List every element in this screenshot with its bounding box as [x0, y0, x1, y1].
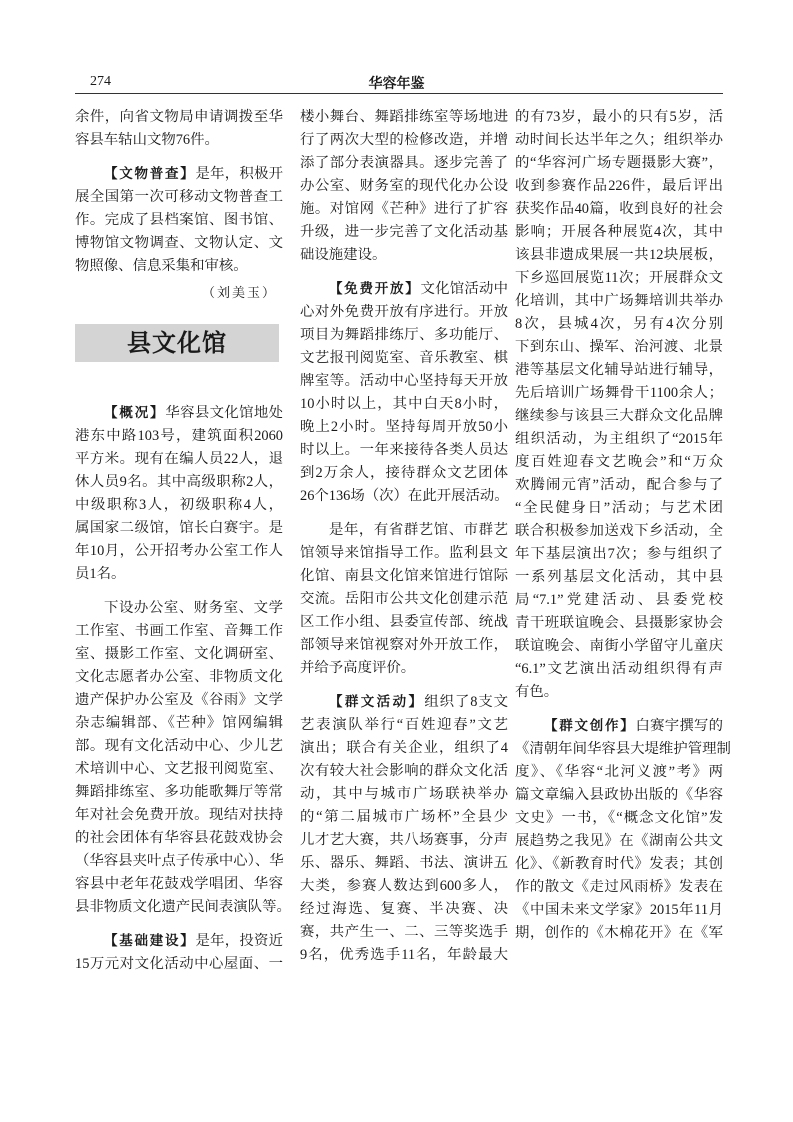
line-text: 一系列基层文化活动，其中县 — [515, 569, 723, 585]
line-text: 26个136场（次）在此开展活动。 — [300, 488, 509, 504]
line-text: 联合积极参加送戏下乡活动，全 — [515, 523, 723, 539]
text-line — [515, 198, 723, 221]
text-line — [300, 944, 508, 967]
text-line — [515, 451, 723, 474]
text-line — [75, 896, 291, 919]
text-line — [300, 175, 508, 198]
line-text: 牌室等。活动中心坚持每天开放 — [300, 373, 508, 389]
text-line — [515, 658, 723, 681]
line-text: 展全国第一次可移动文物普查工 — [75, 189, 283, 205]
text-line — [300, 760, 508, 783]
text-line — [75, 666, 283, 689]
line-text: 文艺报刊阅览室、音乐教室、棋 — [300, 350, 508, 366]
text-line — [300, 393, 508, 416]
line-text: 心对外免费开放有序进行。开放 — [300, 304, 508, 320]
text-line — [300, 129, 508, 152]
text-line — [300, 278, 508, 301]
line-text: 工作室、书画工作室、音舞工作 — [75, 623, 283, 639]
text-line — [300, 588, 508, 611]
text-line — [75, 873, 283, 896]
line-text: 础设施建设。 — [300, 247, 387, 263]
line-text: 文史》一书，《“概念文化馆”发 — [515, 810, 723, 826]
line-text: 欢腾闹元宵”活动，配合参与了 — [515, 477, 723, 493]
text-line — [515, 681, 723, 704]
line-text: 动时间长达半年之久；组织举办 — [515, 132, 723, 148]
text-line — [75, 563, 283, 586]
line-text: 港东中路103号，建筑面积2060 — [75, 428, 283, 444]
line-text: 年对社会免费开放。现结对扶持 — [75, 807, 283, 823]
line-text: 物照像、信息采集和审核。 — [75, 258, 248, 274]
text-line — [300, 634, 508, 657]
line-text: 组织了8支文 — [424, 694, 508, 710]
text-line — [300, 416, 508, 439]
text-line — [515, 382, 723, 405]
text-line — [515, 922, 723, 945]
text-line — [515, 520, 723, 543]
text-line — [300, 519, 508, 542]
text-line — [300, 875, 508, 898]
line-text: 儿才艺大赛，共八场赛事，分声 — [300, 832, 508, 848]
line-text: 施。对馆网《芒种》进行了扩容 — [300, 201, 508, 217]
line-text: 馆领导来馆指导工作。监利县文 — [300, 545, 508, 561]
line-text: 区工作小组、县委宣传部、统战 — [300, 614, 508, 630]
text-line — [515, 715, 723, 738]
line-text: 收到参赛作品226件，最后评出 — [515, 178, 723, 194]
text-line — [300, 244, 508, 267]
line-text: 平方米。现有在编人员22人，退 — [75, 451, 283, 467]
text-line — [75, 494, 283, 517]
text-line — [300, 714, 508, 737]
text-line — [75, 517, 283, 540]
line-text: 经过海选、复赛、半决赛、决 — [300, 901, 508, 917]
line-text: 演出；联合有关企业，组织了4 — [300, 740, 508, 756]
line-text: 的有73岁，最小的只有5岁，活 — [515, 109, 723, 125]
text-line — [75, 804, 283, 827]
text-line — [515, 152, 723, 175]
line-text: 8次，县城4次，另有4次分别 — [515, 316, 723, 332]
text-line — [515, 566, 723, 589]
line-text: 大类，参赛人数达到600多人， — [300, 878, 508, 894]
text-line — [515, 612, 723, 635]
text-line — [75, 540, 283, 563]
line-text: 舞蹈排练室、多功能歌舞厅等常 — [75, 784, 283, 800]
line-text: 赛，共产生一、二、三等奖选手 — [300, 924, 508, 940]
line-text: 组织活动，为主组织了“2015年 — [515, 431, 723, 447]
text-line — [75, 597, 283, 620]
text-line — [515, 543, 723, 566]
line-text: 办公室、财务室的现代化办公设 — [300, 178, 508, 194]
line-text: 《清朝年间华容县大堤维护管理制 — [515, 741, 731, 757]
line-text: 港等基层文化辅导站进行辅导， — [515, 362, 723, 378]
line-text: 的社会团体有华容县花鼓戏协会 — [75, 830, 283, 846]
line-text: 作。完成了县档案馆、图书馆、 — [75, 212, 283, 228]
text-line — [300, 347, 508, 370]
paragraph-heading: 【基础建设】 — [104, 933, 196, 949]
text-line — [300, 198, 508, 221]
line-text: 的“第二届城市广场杯”全县少 — [300, 809, 508, 825]
line-text: 时以上。一年来接待各类人员达 — [300, 442, 508, 458]
text-line — [515, 876, 723, 899]
line-text: 余件，向省文物局申请调拨至华 — [75, 109, 283, 125]
text-line — [300, 611, 508, 634]
text-line — [515, 761, 723, 784]
text-line — [515, 244, 723, 267]
paragraph-heading: 【概况】 — [104, 405, 166, 421]
text-column-1 — [75, 106, 291, 976]
line-text: 该县非遗成果展一共12块展板， — [515, 247, 723, 263]
text-line — [515, 129, 723, 152]
line-text: 文化馆活动中 — [420, 281, 508, 297]
text-line — [75, 781, 283, 804]
text-line — [300, 485, 508, 508]
line-text: 并给予高度评价。 — [300, 660, 416, 676]
text-line — [75, 106, 283, 129]
paragraph — [75, 402, 283, 586]
text-line — [300, 783, 508, 806]
line-text: 篇文章编入县政协出版的《华容 — [515, 787, 723, 803]
text-line — [300, 852, 508, 875]
line-text: 休人员9名。其中高级职称2人， — [75, 474, 283, 490]
line-text: 是年，积极开 — [195, 166, 283, 182]
line-text: 县非物质文化遗产民间表演队等。 — [75, 899, 291, 915]
text-line — [515, 474, 723, 497]
paragraph — [300, 691, 508, 967]
line-text: 期，创作的《木棉花开》在《军 — [515, 925, 723, 941]
line-text: 的“华容河广场专题摄影大赛”， — [515, 155, 723, 171]
text-line — [75, 643, 283, 666]
line-text: 获奖作品40篇，收到良好的社会 — [515, 201, 723, 217]
line-text: 下设办公室、财务室、文学 — [104, 600, 283, 616]
text-line — [75, 255, 283, 278]
text-line — [75, 163, 283, 186]
text-line — [515, 497, 723, 520]
text-line — [300, 898, 508, 921]
line-text: 10小时以上，其中白天8小时， — [300, 396, 508, 412]
line-text: 联谊晚会、南街小学留守儿童庆 — [515, 638, 723, 654]
line-text: 动，其中与城市广场联袂举办 — [300, 786, 508, 802]
text-line — [75, 930, 283, 953]
line-text: 次有较大社会影响的群众文化活 — [300, 763, 508, 779]
paragraph — [75, 930, 283, 976]
section-title: 县文化馆 — [75, 324, 279, 362]
text-line — [75, 758, 283, 781]
text-line — [515, 221, 723, 244]
line-text: “6.1”文艺演出活动组织得有声 — [515, 661, 723, 677]
line-text: 年下基层演出7次；参与组织了 — [515, 546, 723, 562]
line-text: 度百姓迎春文艺晚会”和“万众 — [515, 454, 723, 470]
paragraph — [515, 715, 731, 945]
text-line — [75, 129, 283, 152]
line-text: 晚上2小时。坚持每周开放50小 — [300, 419, 508, 435]
line-text: 华容县文化馆地处 — [165, 405, 283, 421]
text-line — [75, 712, 283, 735]
paragraph-heading: 【群文活动】 — [329, 694, 425, 710]
paragraph-heading: 【文物普查】 — [104, 166, 196, 182]
line-text: 文化志愿者办公室、非物质文化 — [75, 669, 283, 685]
text-line — [75, 425, 283, 448]
line-text: 是年，有省群艺馆、市群艺 — [329, 522, 508, 538]
text-line — [75, 735, 283, 758]
line-text: 《中国未来文学家》2015年11月 — [515, 902, 723, 918]
text-line — [300, 657, 508, 680]
line-text: 部。现有文化活动中心、少儿艺 — [75, 738, 283, 754]
line-text: 博物馆文物调查、文物认定、文 — [75, 235, 283, 251]
paragraph — [75, 163, 283, 278]
text-line — [75, 953, 283, 976]
line-text: 项目为舞蹈排练厅、多功能厅、 — [300, 327, 508, 343]
text-line — [300, 806, 508, 829]
line-text: 杂志编辑部、《芒种》馆网编辑 — [75, 715, 283, 731]
text-line — [515, 853, 723, 876]
text-line — [515, 738, 731, 761]
line-text: 属国家二级馆，馆长白赛宇。是 — [75, 520, 283, 536]
text-line — [515, 589, 723, 612]
text-line — [300, 152, 508, 175]
line-text: 继续参与该县三大群众文化品牌 — [515, 408, 723, 424]
author-credit: （刘美玉） — [201, 285, 277, 300]
line-text: 交流。岳阳市公共文化创建示范 — [300, 591, 508, 607]
line-text: 年10月，公开招考办公室工作人 — [75, 543, 283, 559]
text-line — [75, 448, 283, 471]
text-line — [515, 635, 723, 658]
line-text: 遗产保护办公室及《谷雨》文学 — [75, 692, 283, 708]
line-text: 影响；开展各种展览4次，其中 — [515, 224, 723, 240]
line-text: 术培训中心、文艺报刊阅览室、 — [75, 761, 283, 777]
line-text: 室、摄影工作室、文化调研室、 — [75, 646, 283, 662]
line-text: 行了两次大型的检修改造，并增 — [300, 132, 508, 148]
paragraph — [300, 278, 508, 508]
line-text: 局“7.1”党建活动、县委党校 — [515, 592, 723, 608]
line-text: 化》、《新教育时代》发表；其创 — [515, 856, 723, 872]
paragraph — [515, 106, 723, 704]
text-line — [75, 850, 283, 873]
text-line — [300, 324, 508, 347]
line-text: 容县车轱山文物76件。 — [75, 132, 219, 148]
line-text: 到2万余人，接待群众文艺团体 — [300, 465, 508, 481]
paragraph — [300, 106, 508, 267]
line-text: 部领导来馆视察对外开放工作， — [300, 637, 508, 653]
running-header-title: 华容年鉴 — [368, 76, 425, 92]
text-line — [515, 175, 723, 198]
line-text: （华容县夹叶点子传承中心）、华 — [75, 853, 284, 869]
text-line — [300, 737, 508, 760]
text-line — [515, 313, 723, 336]
line-text: 9名，优秀选手11名，年龄最大 — [300, 947, 508, 963]
line-text: 作的散文《走过风雨桥》发表在 — [515, 879, 723, 895]
paragraph — [300, 519, 508, 680]
line-text: 下到东山、操军、治河渡、北景 — [515, 339, 723, 355]
page-number: 274 — [90, 74, 111, 89]
line-text: 15万元对文化活动中心屋面、一 — [75, 956, 283, 972]
text-line — [515, 267, 723, 290]
line-text: 中级职称3人，初级职称4人， — [75, 497, 283, 513]
paragraph-heading: 【免费开放】 — [329, 281, 421, 297]
line-text: 先后培训广场舞骨干1100余人； — [515, 385, 723, 401]
text-line — [515, 784, 723, 807]
line-text: 升级，进一步完善了文化活动基 — [300, 224, 508, 240]
text-line — [515, 336, 723, 359]
text-line — [515, 428, 723, 451]
text-line — [75, 402, 283, 425]
text-column-3 — [515, 106, 731, 945]
text-line — [515, 359, 723, 382]
line-text: 有色。 — [515, 684, 559, 700]
paragraph-heading: 【群文创作】 — [544, 718, 636, 734]
line-text: 化馆、南县文化馆来馆进行馆际 — [300, 568, 508, 584]
text-column-2 — [300, 106, 508, 967]
text-line — [300, 221, 508, 244]
line-text: 容县中老年花鼓戏学唱团、华容 — [75, 876, 283, 892]
text-line — [300, 691, 508, 714]
line-text: 添了部分表演器具。逐步完善了 — [300, 155, 508, 171]
text-line — [300, 301, 508, 324]
text-line — [75, 186, 283, 209]
text-line — [75, 209, 283, 232]
text-line — [300, 370, 508, 393]
text-line — [75, 471, 283, 494]
line-text: “全民健身日”活动；与艺术团 — [515, 500, 723, 516]
line-text: 展趋势之我见》在《湖南公共文 — [515, 833, 723, 849]
text-line — [300, 106, 508, 129]
text-line — [75, 232, 283, 255]
text-line — [300, 462, 508, 485]
paragraph — [75, 597, 291, 919]
text-line — [515, 899, 723, 922]
line-text: 员1名。 — [75, 566, 126, 582]
text-line — [300, 921, 508, 944]
text-line — [515, 807, 723, 830]
line-text: 是年，投资近 — [195, 933, 283, 949]
text-line — [300, 829, 508, 852]
text-line — [515, 830, 723, 853]
text-line — [75, 689, 283, 712]
line-text: 度》、《华容“北河义渡”考》两 — [515, 764, 723, 780]
line-text: 下乡巡回展览11次；开展群众文 — [515, 270, 723, 286]
text-line — [300, 565, 508, 588]
text-line — [300, 542, 508, 565]
line-text: 乐、器乐、舞蹈、书法、演讲五 — [300, 855, 508, 871]
text-line — [515, 290, 723, 313]
text-line — [515, 405, 723, 428]
line-text: 化培训，其中广场舞培训共举办 — [515, 293, 723, 309]
text-line — [75, 620, 283, 643]
line-text: 青干班联谊晚会、县摄影家协会 — [515, 615, 723, 631]
text-line — [515, 106, 723, 129]
text-line — [75, 827, 283, 850]
paragraph — [75, 106, 283, 152]
line-text: 楼小舞台、舞蹈排练室等场地进 — [300, 109, 508, 125]
line-text: 艺表演队举行“百姓迎春”文艺 — [300, 717, 508, 733]
header-rule — [75, 93, 723, 94]
line-text: 白赛宇撰写的 — [635, 718, 723, 734]
text-line — [300, 439, 508, 462]
